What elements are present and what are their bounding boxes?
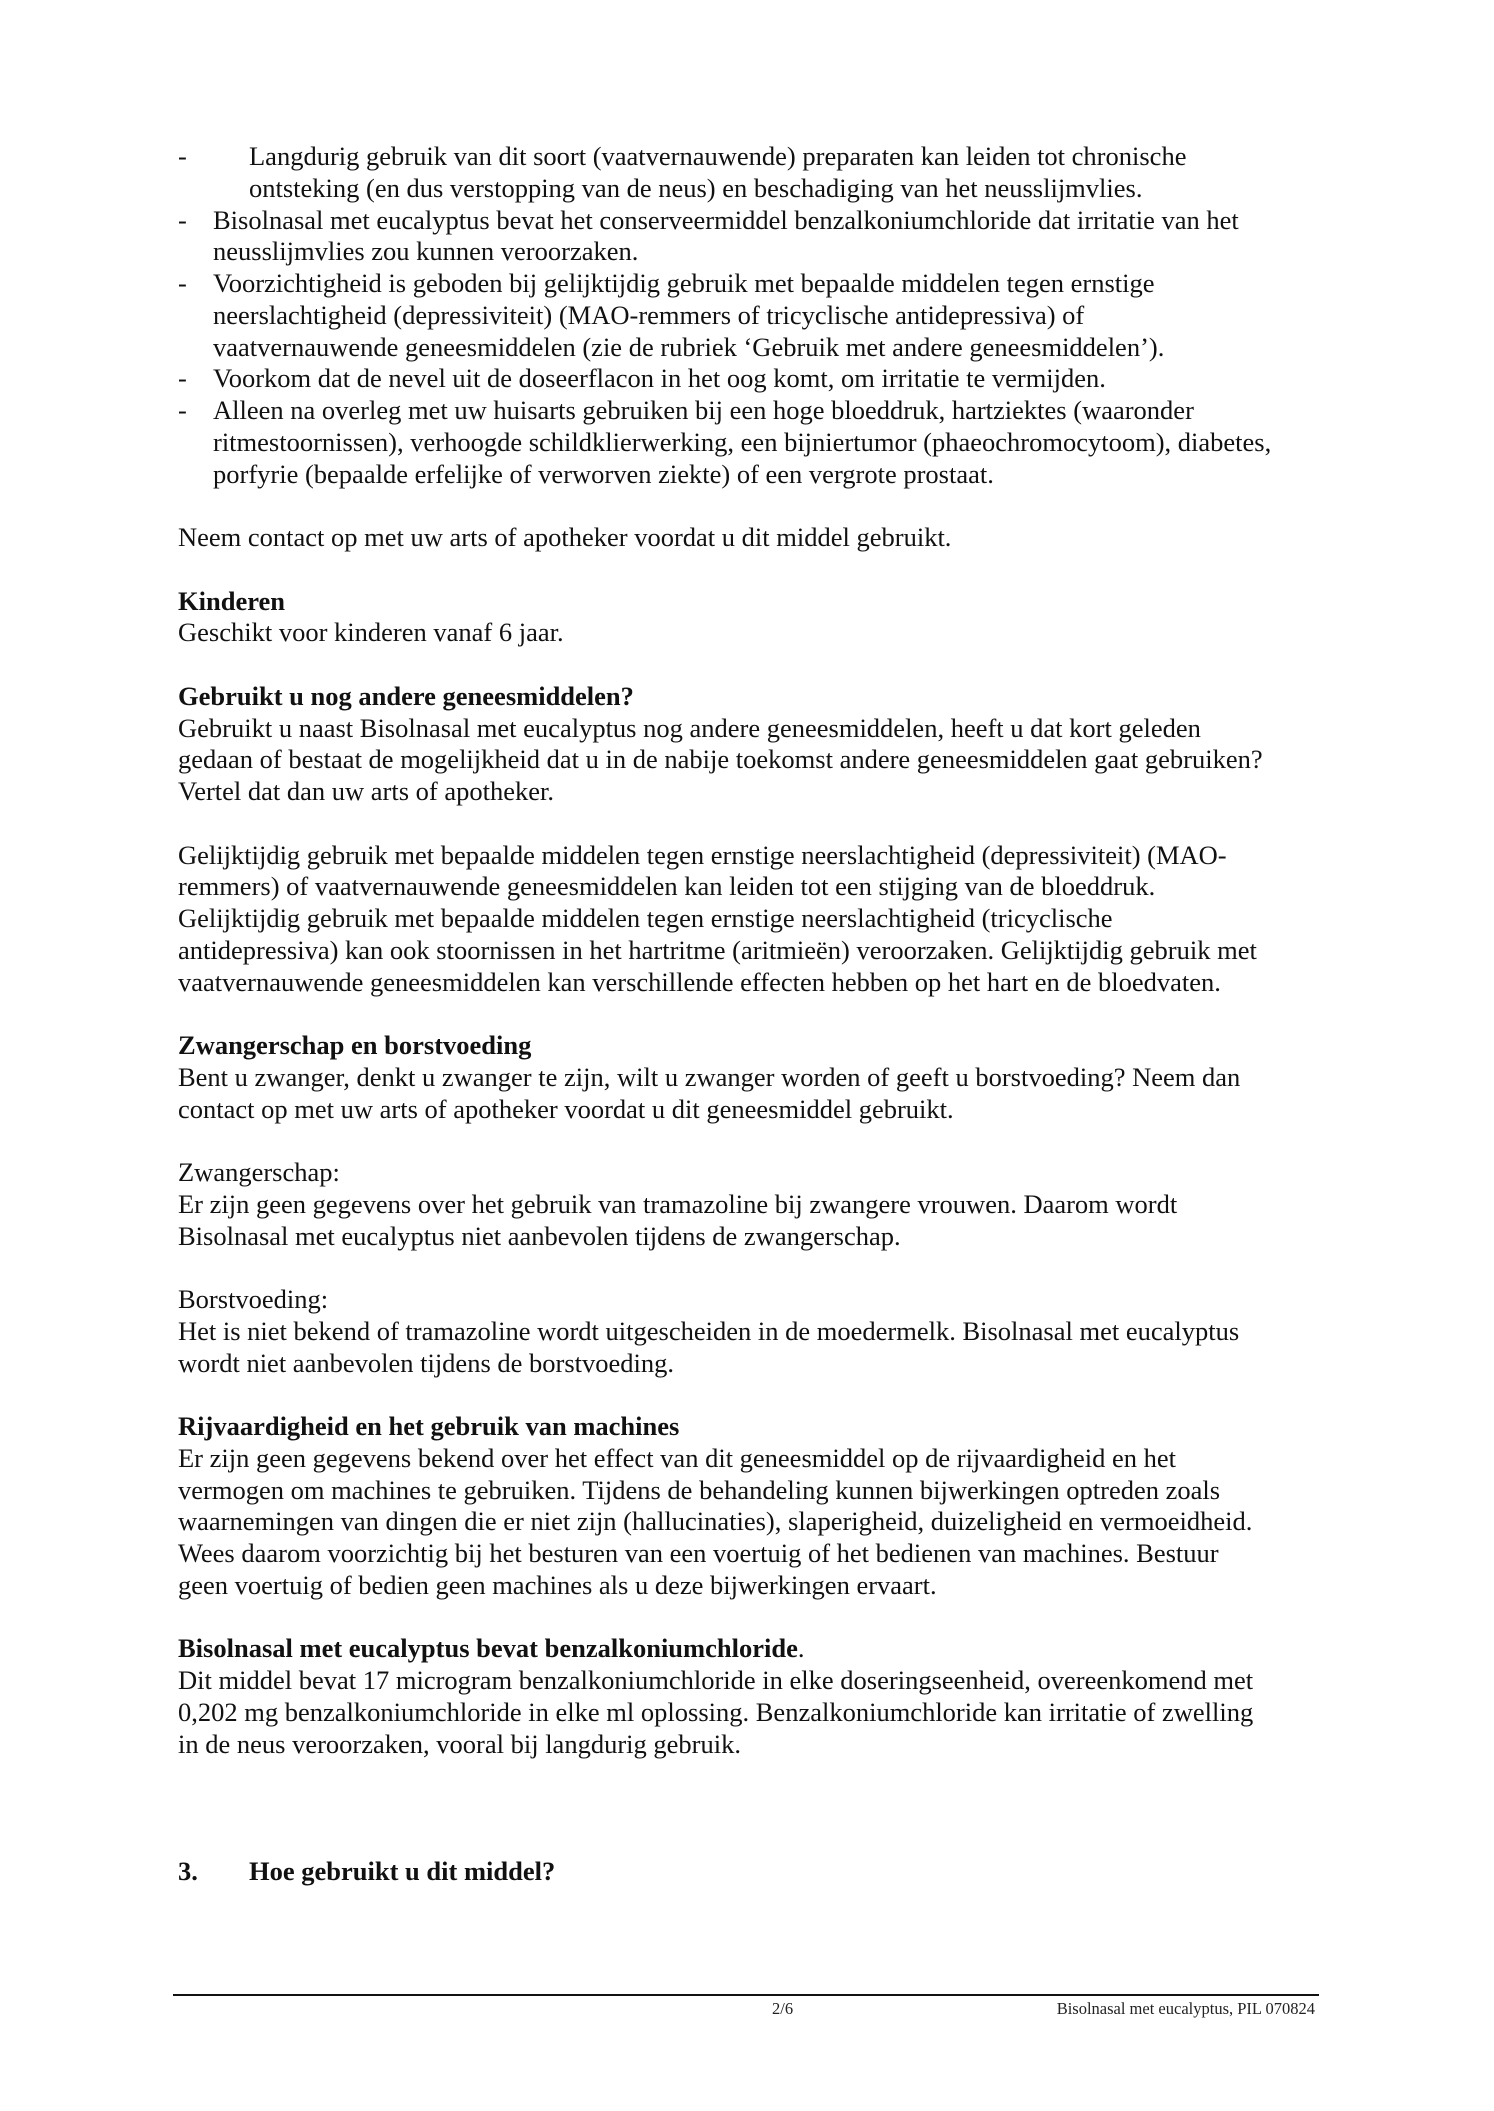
- paragraph-line: Gebruikt u naast Bisolnasal met eucalyptus nog andere geneesmiddelen, heeft u dat kort geleden: [178, 712, 1201, 743]
- section-title: Hoe gebruikt u dit middel?: [249, 1855, 556, 1886]
- bullet-line: Voorkom dat de nevel uit de doseerflacon in het oog komt, om irritatie te vermijden.: [213, 363, 1106, 394]
- section-heading: Kinderen: [178, 585, 285, 616]
- bullet-item: [178, 395, 1318, 490]
- paragraph-line: Dit middel bevat 17 microgram benzalkoniumchloride in elke doseringseenheid, overeenkomend met: [178, 1665, 1254, 1695]
- bullet-item: [178, 268, 1318, 363]
- document-identifier: Bisolnasal met eucalyptus, PIL 070824: [1056, 1999, 1315, 2018]
- bullet-dash: -: [178, 204, 187, 235]
- other-medicines-section: [178, 681, 1318, 999]
- bullet-line: neusslijmvlies zou kunnen veroorzaken.: [213, 236, 639, 267]
- page-body: [178, 141, 1318, 1887]
- bullet-line: porfyrie (bepaalde erfelijke of verworven ziekte) of een vergrote prostaat.: [213, 458, 994, 489]
- heading-text: Bisolnasal met eucalyptus bevat benzalkoniumchloride: [178, 1633, 798, 1664]
- bullet-line: Bisolnasal met eucalyptus bevat het conserveermiddel benzalkoniumchloride dat irritatie van het: [213, 204, 1239, 235]
- paragraph-line: contact op met uw arts of apotheker voordat u dit geneesmiddel gebruikt.: [178, 1093, 954, 1124]
- benzalkonium-section: [178, 1633, 1318, 1760]
- paragraph-line: Geschikt voor kinderen vanaf 6 jaar.: [178, 617, 564, 648]
- paragraph-line: in de neus veroorzaken, vooral bij langdurig gebruik.: [178, 1728, 741, 1759]
- paragraph-line: 0,202 mg benzalkoniumchloride in elke ml oplossing. Benzalkoniumchloride kan irritatie of zwelling: [178, 1696, 1254, 1727]
- driving-section: [178, 1411, 1318, 1602]
- contact-note: Neem contact op met uw arts of apotheker voordat u dit middel gebruikt.: [178, 522, 952, 552]
- subheading-breastfeeding: Borstvoeding:: [178, 1284, 329, 1314]
- paragraph-line: Er zijn geen gegevens bekend over het effect van dit geneesmiddel op de rijvaardigheid en het: [178, 1442, 1177, 1473]
- paragraph-line: antidepressiva) kan ook stoornissen in het hartritme (aritmieën) veroorzaken. Gelijktijdig gebruik met: [178, 934, 1257, 965]
- paragraph-line: Gelijktijdig gebruik met bepaalde middelen tegen ernstige neerslachtigheid (tricyclische: [178, 903, 1113, 933]
- bullet-line: vaatvernauwende geneesmiddelen (zie de rubriek ‘Gebruik met andere geneesmiddelen’).: [213, 331, 1165, 362]
- heading-period: .: [797, 1633, 805, 1664]
- paragraph-line: Bisolnasal met eucalyptus niet aanbevolen tijdens de zwangerschap.: [178, 1220, 901, 1251]
- bullet-dash: -: [178, 363, 187, 394]
- bullet-line: Voorzichtigheid is geboden bij gelijktijdig gebruik met bepaalde middelen tegen ernstige: [213, 268, 1155, 298]
- bullet-line: neerslachtigheid (depressiviteit) (MAO-remmers of tricyclische antidepressiva) of: [213, 299, 1085, 330]
- bullet-item: [178, 363, 1318, 395]
- paragraph-line: vermogen om machines te gebruiken. Tijdens de behandeling kunnen bijwerkingen optreden zoals: [178, 1474, 1221, 1505]
- paragraph-line: Er zijn geen gegevens over het gebruik van tramazoline bij zwangere vrouwen. Daarom wordt: [178, 1188, 1178, 1219]
- bullet-item: [178, 141, 1318, 205]
- children-section: [178, 586, 1318, 650]
- paragraph-line: Het is niet bekend of tramazoline wordt uitgescheiden in de moedermelk. Bisolnasal met eucalyptus: [178, 1315, 1240, 1346]
- bullet-line: ontsteking (en dus verstopping van de neus) en beschadiging van het neusslijmvlies.: [249, 172, 1143, 203]
- paragraph-line: waarnemingen van dingen die er niet zijn (hallucinaties), slaperigheid, duizeligheid en vermoeidheid.: [178, 1506, 1253, 1537]
- bullet-dash: -: [178, 395, 187, 425]
- section-heading: [178, 1633, 1318, 1665]
- section-number: 3.: [178, 1855, 198, 1886]
- paragraph-line: remmers) of vaatvernauwende geneesmiddelen kan leiden tot een stijging van de bloeddruk.: [178, 871, 1156, 902]
- paragraph-line: geen voertuig of bedien geen machines als u deze bijwerkingen ervaart.: [178, 1569, 937, 1600]
- paragraph-line: gedaan of bestaat de mogelijkheid dat u in de nabije toekomst andere geneesmiddelen gaat gebruiken?: [178, 744, 1263, 775]
- bullet-dash: -: [178, 141, 187, 171]
- pregnancy-section: [178, 1030, 1318, 1379]
- paragraph-line: wordt niet aanbevolen tijdens de borstvoeding.: [178, 1347, 675, 1378]
- footer-rule: [173, 1994, 1319, 1996]
- paragraph-line: Bent u zwanger, denkt u zwanger te zijn, wilt u zwanger worden of geeft u borstvoeding? Neem dan: [178, 1061, 1241, 1092]
- page-number: 2/6: [772, 1999, 794, 2018]
- bullet-dash: -: [178, 268, 187, 298]
- paragraph-line: Vertel dat dan uw arts of apotheker.: [178, 776, 555, 806]
- paragraph-line: Gelijktijdig gebruik met bepaalde middelen tegen ernstige neerslachtigheid (depressiviteit) (MAO-: [178, 839, 1227, 870]
- paragraph-line: Wees daarom voorzichtig bij het besturen van een voertuig of het bedienen van machines. Bestuur: [178, 1538, 1219, 1568]
- warnings-list: [178, 141, 1318, 490]
- section-heading: Gebruikt u nog andere geneesmiddelen?: [178, 680, 634, 711]
- bullet-line: Alleen na overleg met uw huisarts gebruiken bij een hoge bloeddruk, hartziektes (waaronder: [213, 395, 1194, 425]
- bullet-item: [178, 205, 1318, 269]
- section-3-heading: [178, 1856, 1318, 1888]
- paragraph-line: vaatvernauwende geneesmiddelen kan verschillende effecten hebben op het hart en de bloedvaten.: [178, 966, 1221, 997]
- section-heading: Zwangerschap en borstvoeding: [178, 1030, 532, 1060]
- subheading-pregnancy: Zwangerschap:: [178, 1157, 340, 1187]
- bullet-line: Langdurig gebruik van dit soort (vaatvernauwende) preparaten kan leiden tot chronische: [249, 141, 1187, 171]
- section-heading: Rijvaardigheid en het gebruik van machines: [178, 1411, 680, 1441]
- bullet-line: ritmestoornissen), verhoogde schildklierwerking, een bijniertumor (phaeochromocytoom), diabetes,: [213, 426, 1272, 457]
